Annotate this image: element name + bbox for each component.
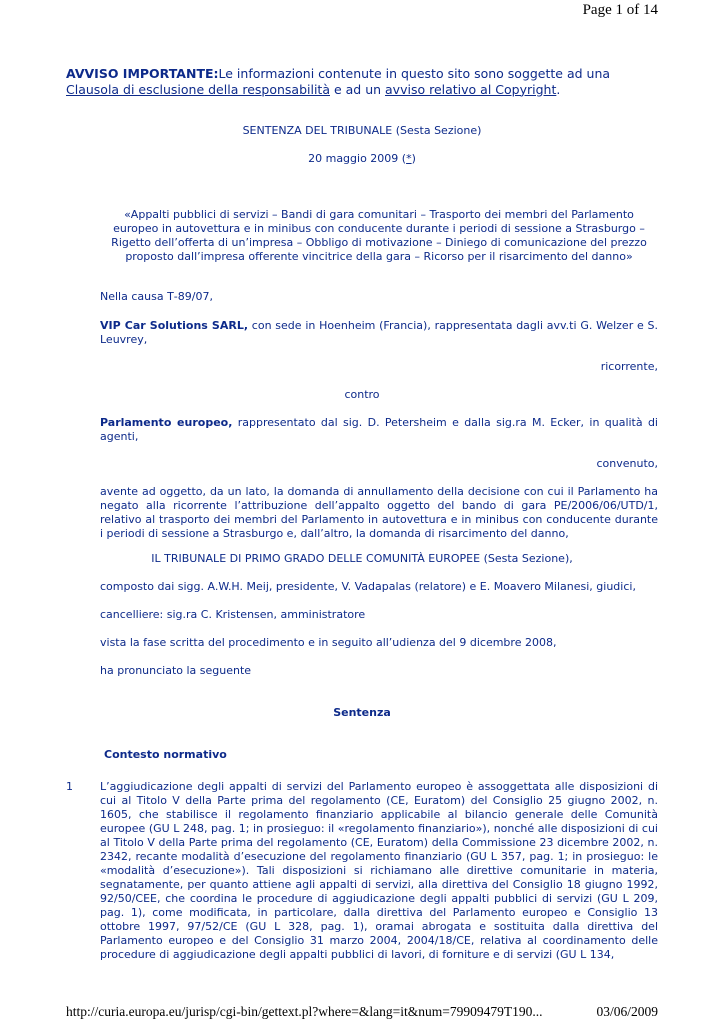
- case-object: avente ad oggetto, da un lato, la domanda di annullamento della decisione con cui il Parlamento ha negato alla ricorrente l’attribuzione dell’appalto oggetto del bando di gara PE/2006/06/UTD/1, relativo al trasporto dei membri del Parlamento in autovettura e in minibus con conducente durante i periodi di sessione a Strasburgo e, dall’altro, la domanda di risarcimento del danno,: [100, 485, 658, 540]
- tribunal-name: IL TRIBUNALE DI PRIMO GRADO DELLE COMUNITÀ EUROPEE (Sesta Sezione),: [151, 552, 573, 565]
- notice-text-mid: e ad un: [329, 81, 386, 97]
- defendant: [100, 416, 658, 444]
- paragraph-1: L’aggiudicazione degli appalti di servizi del Parlamento europeo è assoggettata alle disposizioni di cui al Titolo V della Parte prima del regolamento (CE, Euratom) del Consiglio 25 giugno 2002, n. 1605, che stabilisce il regolamento finanziario applicabile al bilancio generale delle Comunità europee (GU L 248, pag. 1; in prosieguo: il «regolamento finanziario»), nonché alle disposizioni di cui al Titolo V della Parte prima del regolamento (CE, Euratom) della Commissione 23 dicembre 2002, n. 2342, recante modalità d’esecuzione del regolamento finanziario (GU L 357, pag. 1; in prosieguo: le «modalità d’esecuzione»). Tali disposizioni si richiamano alle direttive comunitarie in materia, segnatamente, per quanto attiene agli appalti di servizi, alla direttiva del Consiglio 18 giugno 1992, 92/50/CEE, che coordina le procedure di aggiudicazione degli appalti pubblici di servizi (GU L 209, pag. 1), come modificata, in particolare, dalla direttiva del Parlamento europeo e Consiglio 13 ottobre 1997, 97/52/CE (GU L 328, pag. 1), oramai abrogata e sostituita dalla direttiva del Parlamento europeo e del Consiglio 31 marzo 2004, 2004/18/CE, relativa al coordinamento delle procedure di aggiudicazione degli appalti pubblici di lavori, di forniture e di servizi (GU L 134,: [100, 780, 658, 961]
- procedure: vista la fase scritta del procedimento e in seguito all’udienza del 9 dicembre 2008,: [100, 636, 557, 649]
- case-number: Nella causa T‑89/07,: [100, 290, 213, 303]
- applicant-role: ricorrente,: [600, 360, 658, 373]
- copyright-link[interactable]: avviso relativo al Copyright: [385, 81, 557, 97]
- footer: [66, 1004, 658, 1020]
- section-heading: Contesto normativo: [104, 748, 227, 761]
- applicant: [100, 319, 658, 347]
- notice-text-end: .: [556, 81, 561, 97]
- page-number: Page 1 of 14: [582, 2, 658, 18]
- date-text: 20 maggio 2009 (: [308, 152, 407, 165]
- notice-label: AVVISO IMPORTANTE:: [66, 66, 219, 81]
- composition: composto dai sigg. A.W.H. Meij, presidente, V. Vadapalas (relatore) e E. Moavero Milanesi, giudici,: [100, 580, 636, 593]
- date-close: ): [411, 152, 416, 165]
- paragraph-number: 1: [66, 780, 73, 793]
- footer-url: http://curia.europa.eu/jurisp/cgi-bin/gettext.pl?where=&lang=it&num=79909479T190...: [66, 1004, 543, 1019]
- pronounced: ha pronunciato la seguente: [100, 664, 252, 677]
- defendant-role: convenuto,: [596, 457, 658, 470]
- judgment-heading: Sentenza: [333, 706, 391, 719]
- applicant-details: con sede in Hoenheim (Francia), rappresentata dagli avv.ti G. Welzer e S. Leuvrey,: [100, 319, 658, 346]
- defendant-details: rappresentato dal sig. D. Petersheim e dalla sig.ra M. Ecker, in qualità di agenti,: [100, 416, 658, 443]
- judgment-date: [66, 152, 658, 166]
- registrar: cancelliere: sig.ra C. Kristensen, amministratore: [100, 608, 366, 621]
- applicant-name: VIP Car Solutions SARL,: [100, 319, 249, 332]
- defendant-name: Parlamento europeo,: [100, 416, 233, 429]
- case-subject: «Appalti pubblici di servizi – Bandi di gara comunitari – Trasporto dei membri del Parlamento europeo in autovettura e in minibus con conducente durante i periodi di sessione a Strasburgo – Rigetto dell’offerta di un’impresa – Obbligo di motivazione – Diniego di comunicazione del prezzo proposto dall’impresa offerente vincitrice della gara – Ricorso per il risarcimento del danno»: [111, 208, 647, 263]
- important-notice: [66, 66, 658, 97]
- notice-text: Le informazioni contenute in questo sito sono soggette ad una: [218, 66, 611, 81]
- court-title: SENTENZA DEL TRIBUNALE (Sesta Sezione): [242, 124, 482, 137]
- versus: contro: [344, 388, 380, 401]
- disclaimer-link[interactable]: Clausola di esclusione della responsabilità: [66, 81, 330, 97]
- footnote-link[interactable]: *: [406, 152, 412, 165]
- footer-date: 03/06/2009: [596, 1004, 658, 1019]
